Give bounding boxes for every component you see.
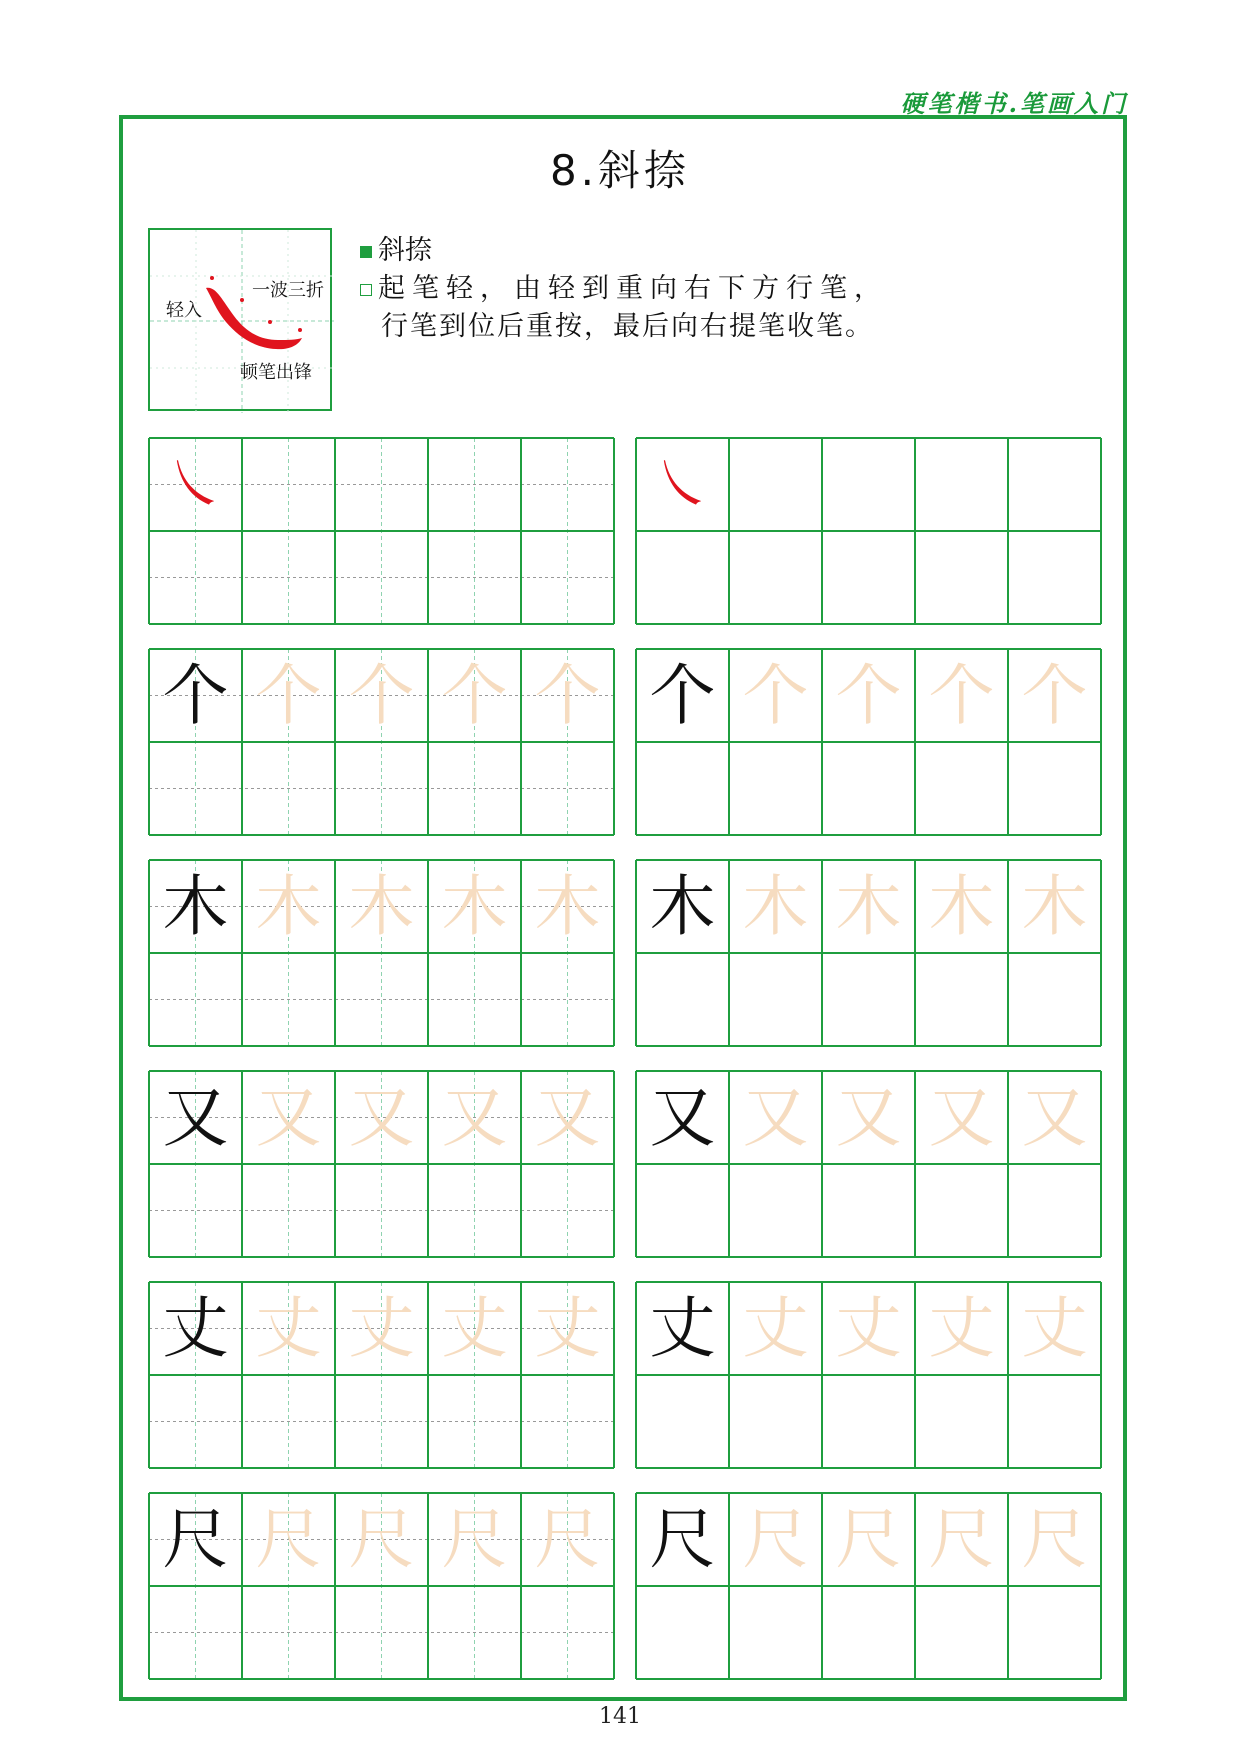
practice-grid-3-left: [148, 859, 613, 1046]
trace-character: 个: [928, 656, 995, 734]
trace-character: 木: [928, 867, 995, 945]
trace-character: 个: [1021, 656, 1088, 734]
practice-grid-2-left: [148, 648, 613, 835]
trace-character: 木: [348, 867, 415, 945]
practice-grid-4-right: [635, 1070, 1100, 1257]
trace-character: 又: [742, 1078, 809, 1156]
model-character: 丈: [162, 1289, 229, 1367]
description-line-1: 起笔轻，由轻到重向右下方行笔，: [378, 273, 888, 304]
page-number: 141: [599, 1704, 641, 1729]
filled-square-icon: [360, 246, 372, 258]
trace-character: 木: [255, 867, 322, 945]
trace-character: 又: [441, 1078, 508, 1156]
annotation-start: 轻入: [166, 300, 202, 321]
model-character: ㇏: [652, 449, 713, 520]
trace-character: 丈: [348, 1289, 415, 1367]
trace-character: 个: [835, 656, 902, 734]
trace-character: 尺: [835, 1500, 902, 1578]
trace-character: 又: [348, 1078, 415, 1156]
model-character: 木: [649, 867, 716, 945]
trace-character: 丈: [534, 1289, 601, 1367]
model-character: 尺: [162, 1500, 229, 1578]
trace-character: 个: [441, 656, 508, 734]
trace-character: 又: [835, 1078, 902, 1156]
practice-grid-3-right: [635, 859, 1100, 1046]
trace-character: 尺: [348, 1500, 415, 1578]
model-character: 又: [162, 1078, 229, 1156]
trace-character: 个: [534, 656, 601, 734]
practice-grid-5-left: [148, 1281, 613, 1468]
trace-character: 木: [441, 867, 508, 945]
trace-character: 尺: [742, 1500, 809, 1578]
trace-character: 尺: [255, 1500, 322, 1578]
trace-character: 又: [928, 1078, 995, 1156]
trace-character: 丈: [255, 1289, 322, 1367]
hollow-square-icon: [360, 284, 372, 296]
annotation-finish: 顿笔出锋: [240, 362, 312, 383]
trace-character: 丈: [441, 1289, 508, 1367]
lesson-title: 8.斜捺: [549, 146, 691, 195]
model-character: 个: [162, 656, 229, 734]
trace-character: 个: [348, 656, 415, 734]
trace-character: 木: [534, 867, 601, 945]
trace-character: 尺: [534, 1500, 601, 1578]
trace-character: 又: [255, 1078, 322, 1156]
practice-grid-6-left: [148, 1492, 613, 1679]
stroke-example-box: [148, 228, 332, 411]
stroke-description: [360, 232, 888, 346]
model-character: 尺: [649, 1500, 716, 1578]
trace-character: 又: [1021, 1078, 1088, 1156]
model-character: 又: [649, 1078, 716, 1156]
trace-character: 尺: [1021, 1500, 1088, 1578]
trace-character: 木: [835, 867, 902, 945]
trace-character: 丈: [742, 1289, 809, 1367]
trace-character: 个: [255, 656, 322, 734]
trace-character: 丈: [1021, 1289, 1088, 1367]
trace-character: 丈: [928, 1289, 995, 1367]
trace-character: 木: [742, 867, 809, 945]
practice-grid-6-right: [635, 1492, 1100, 1679]
trace-character: 尺: [928, 1500, 995, 1578]
description-heading: 斜捺: [378, 235, 432, 266]
trace-character: 个: [742, 656, 809, 734]
model-character: ㇏: [165, 449, 226, 520]
description-line-2: 行笔到位后重按，最后向右提笔收笔。: [381, 311, 874, 342]
trace-character: 丈: [835, 1289, 902, 1367]
model-character: 木: [162, 867, 229, 945]
practice-grid-4-left: [148, 1070, 613, 1257]
model-character: 丈: [649, 1289, 716, 1367]
practice-grid-5-right: [635, 1281, 1100, 1468]
model-character: 个: [649, 656, 716, 734]
practice-grid-2-right: [635, 648, 1100, 835]
trace-character: 木: [1021, 867, 1088, 945]
practice-grid-1-right: [635, 437, 1100, 624]
practice-grid-1-left: [148, 437, 613, 624]
trace-character: 又: [534, 1078, 601, 1156]
running-head: 硬笔楷书.笔画入门: [900, 89, 1128, 118]
annotation-wave: 一波三折: [252, 280, 324, 301]
trace-character: 尺: [441, 1500, 508, 1578]
